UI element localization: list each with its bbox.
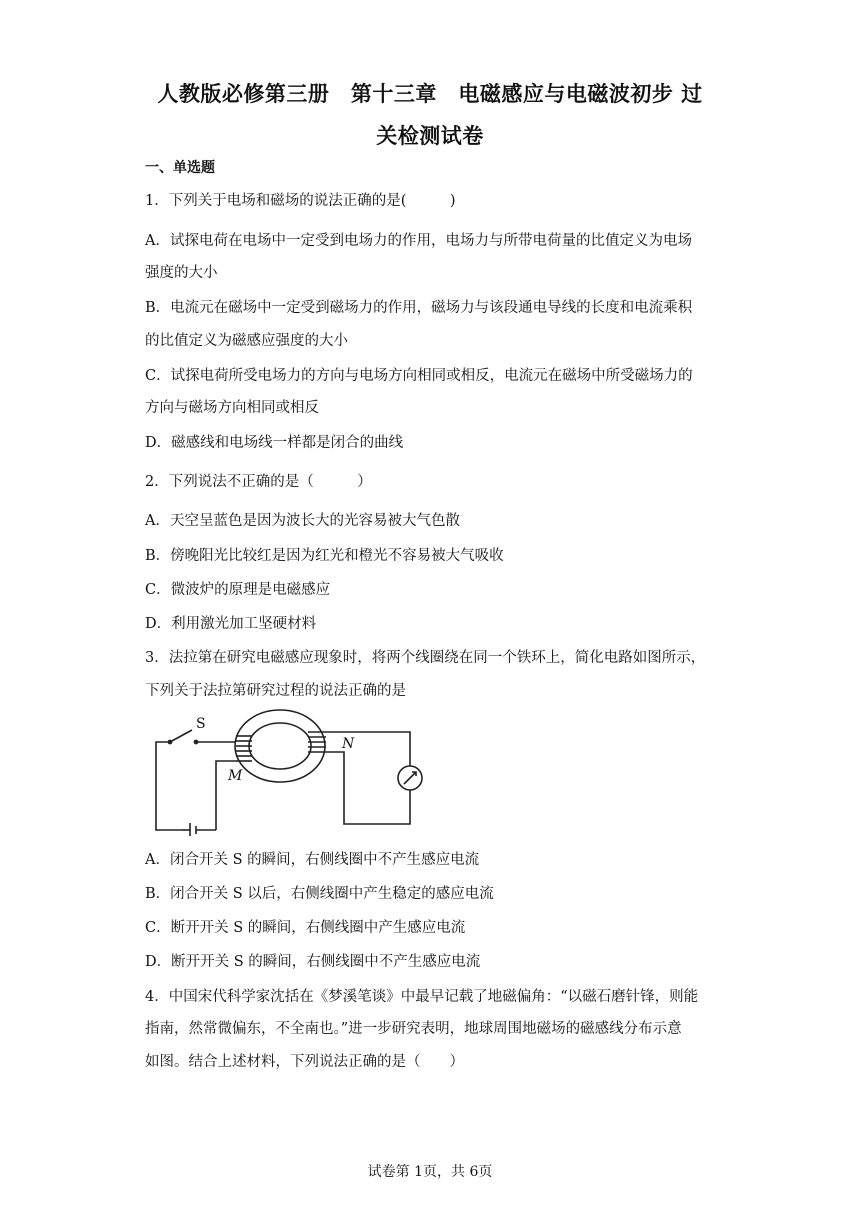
- question-1-option-d: D．磁感线和电场线一样都是闭合的曲线: [145, 435, 404, 451]
- question-3-option-d: D．断开开关 S 的瞬间，右侧线圈中不产生感应电流: [145, 954, 481, 970]
- question-2-option-a: A．天空呈蓝色是因为波长大的光容易被大气色散: [145, 513, 460, 529]
- section-heading: 一、单选题: [145, 160, 215, 176]
- page-title-continued: 关检测试卷: [376, 124, 484, 148]
- left-circuit-wire: [156, 742, 182, 830]
- question-4-stem-cont-1: 指南，然常微偏东，不全南也。”进一步研究表明，地球周围地磁场的磁感线分布示意: [145, 1021, 682, 1037]
- question-2-option-c: C．微波炉的原理是电磁感应: [145, 582, 331, 598]
- question-1-option-b: B．电流元在磁场中一定受到磁场力的作用，磁场力与该段通电导线的长度和电流乘积: [145, 300, 693, 316]
- question-1-option-b-cont: 的比值定义为磁感应强度的大小: [145, 333, 348, 349]
- question-3-option-c: C．断开开关 S 的瞬间，右侧线圈中产生感应电流: [145, 920, 466, 936]
- switch-label: S: [196, 716, 206, 732]
- page-footer: 试卷第 1页，共 6页: [367, 1164, 493, 1180]
- page-title: 人教版必修第三册 第十三章 电磁感应与电磁波初步 过: [157, 82, 703, 106]
- circuit-diagram: [150, 706, 430, 836]
- question-3-stem: 3．法拉第在研究电磁感应现象时，将两个线圈绕在同一个铁环上，简化电路如图所示，: [145, 650, 706, 666]
- question-3-option-b: B．闭合开关 S 以后，右侧线圈中产生稳定的感应电流: [145, 886, 494, 902]
- question-1-option-a: A．试探电荷在电场中一定受到电场力的作用，电场力与所带电荷量的比值定义为电场: [145, 233, 692, 249]
- coil-n-label: N: [342, 736, 355, 752]
- question-1-option-c-cont: 方向与磁场方向相同或相反: [145, 400, 319, 416]
- coil-m-label: M: [228, 768, 243, 784]
- question-2-option-b: B．傍晚阳光比较红是因为红光和橙光不容易被大气吸收: [145, 548, 504, 564]
- question-4-stem-cont-2: 如图。结合上述材料，下列说法正确的是（ ）: [145, 1054, 464, 1070]
- question-3-stem-cont: 下列关于法拉第研究过程的说法正确的是: [145, 683, 406, 699]
- right-circuit-wire: [326, 732, 410, 766]
- question-1-option-a-cont: 强度的大小: [145, 265, 218, 281]
- question-2-option-d: D．利用激光加工坚硬材料: [145, 616, 317, 632]
- question-2-stem: 2．下列说法不正确的是（ ）: [145, 474, 372, 490]
- question-1-option-c: C．试探电荷所受电场力的方向与电场方向相同或相反，电流元在磁场中所受磁场力的: [145, 368, 693, 384]
- question-3-option-a: A．闭合开关 S 的瞬间，右侧线圈中不产生感应电流: [145, 852, 480, 868]
- question-1-stem: 1．下列关于电场和磁场的说法正确的是( ): [145, 193, 456, 209]
- switch-icon: [170, 730, 192, 742]
- question-4-stem: 4．中国宋代科学家沈括在《梦溪笔谈》中最早记载了地磁偏角：“以磁石磨针锋，则能: [145, 989, 699, 1005]
